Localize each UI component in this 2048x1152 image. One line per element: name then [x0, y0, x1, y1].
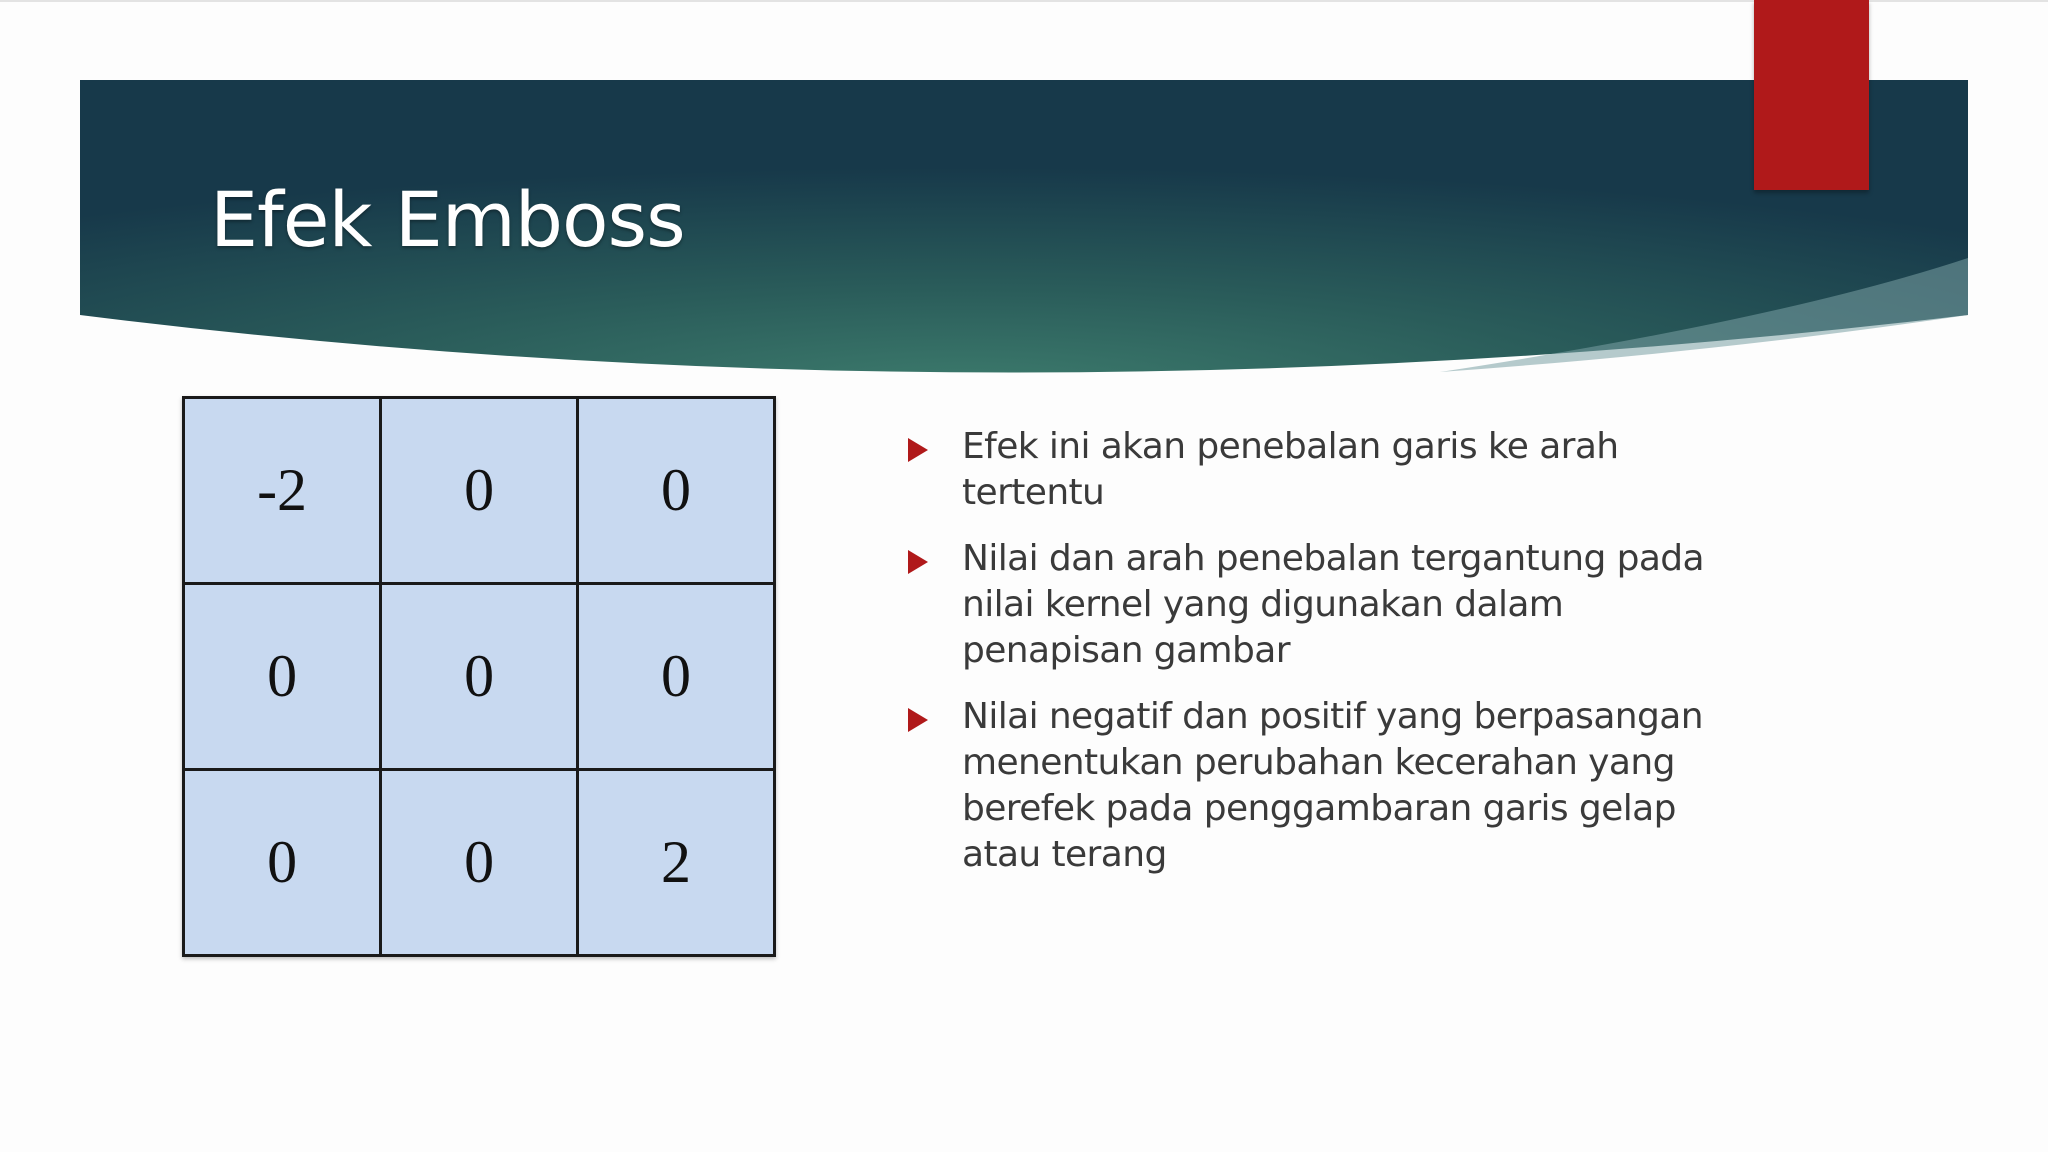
kernel-row: [184, 770, 775, 956]
kernel-matrix: [182, 396, 776, 957]
bullet-text: Efek ini akan penebalan garis ke arah tertentu: [962, 426, 1619, 513]
kernel-cell: -2: [184, 398, 381, 584]
kernel-cell: 0: [381, 398, 578, 584]
kernel-cell: 0: [381, 584, 578, 770]
triangle-right-icon: [908, 708, 928, 732]
bullet-text: Nilai dan arah penebalan tergantung pada nilai kernel yang digunakan dalam penapisan gambar: [962, 538, 1705, 671]
bullet-item: [900, 424, 1720, 516]
bullet-item: [900, 536, 1720, 674]
kernel-cell: 0: [578, 584, 775, 770]
triangle-right-icon: [908, 438, 928, 462]
kernel-row: [184, 398, 775, 584]
triangle-right-icon: [908, 550, 928, 574]
slide-title: Efek Emboss: [210, 175, 685, 264]
kernel-row: [184, 584, 775, 770]
kernel-cell: 0: [184, 770, 381, 956]
kernel-cell: 0: [381, 770, 578, 956]
bullet-item: [900, 694, 1720, 878]
bullet-text: Nilai negatif dan positif yang berpasangan menentukan perubahan kecerahan yang berefek pada penggambaran garis gelap atau terang: [962, 696, 1703, 875]
kernel-cell: 0: [184, 584, 381, 770]
bookmark-ribbon: [1754, 0, 1869, 190]
bullet-list: [900, 424, 1720, 898]
kernel-cell: 0: [578, 398, 775, 584]
kernel-cell: 2: [578, 770, 775, 956]
